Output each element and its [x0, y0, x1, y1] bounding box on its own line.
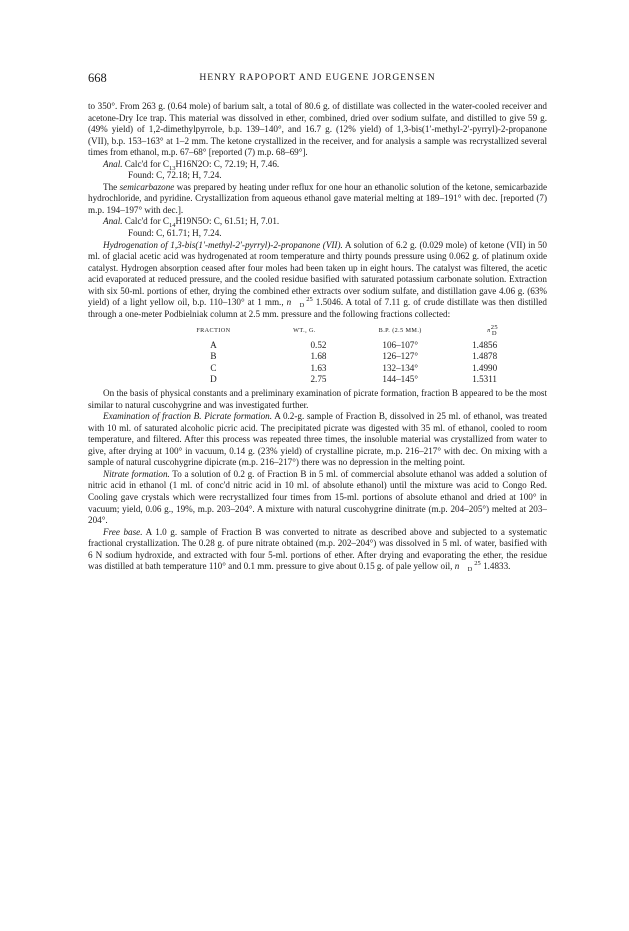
text-run: A 0.2-g. sample of Fraction B, dissolved in 25 ml. of ethanol, was treated with 10 ml. of saturated alcoholic picric acid. The precipitated picrate was digested with 35 ml. of ethanol, cooled to room temperature, and filtered. After this process was repeated three times, the insoluble material was crystallized from water to give, after drying at 100° in vacuum, 0.14 g. (23% yield) of crystalline picrate, m.p. 216–217° with dec. On mixing with a sample of natural cuscohygrine dipicrate (m.p. 216–217°) there was no depression in the melting point. — [88, 411, 547, 468]
text-run: was prepared by heating under reflux for one hour an ethanolic solution of the ketone, semicarbazide hydrochloride, and pyridine. Crystallization from aqueous ethanol gave material melting at 189–191° with dec. [reported (7) m.p. 194–197° with dec.]. — [88, 181, 547, 215]
table-row — [180, 363, 547, 375]
found-ketone: Found: C, 72.18; H, 7.24. — [128, 170, 222, 181]
table-row — [180, 351, 547, 363]
cell-fraction: A — [210, 339, 217, 350]
section-heading-hydrogenation: Hydrogenation of 1,3-bis(1′-methyl-2′-pyrryl)-2-propanone (VII). — [103, 239, 343, 250]
cell-weight: 0.52 — [310, 339, 327, 350]
cell-weight: 2.75 — [310, 374, 327, 385]
cell-bp: 126–127° — [382, 351, 418, 362]
page-number: 668 — [88, 71, 107, 85]
cell-bp: 144–145° — [382, 374, 418, 385]
cell-refractive-index: 1.5311 — [472, 374, 497, 385]
analysis-semicarbazone — [88, 216, 547, 228]
paragraph-nitrate — [88, 469, 547, 527]
cell-refractive-index: 1.4856 — [472, 339, 498, 350]
term-semicarbazone: semicarbazone — [119, 181, 175, 192]
paragraph-semicarbazone — [88, 182, 547, 217]
cell-refractive-index: 1.4990 — [472, 362, 498, 373]
cell-bp: 106–107° — [382, 339, 418, 350]
table-header-row — [180, 325, 547, 340]
calcd-semicarbazone: Calc'd for $C_{14}H19N5O$: C, 61.51; H, 7.01. — [122, 216, 280, 230]
calcd-ketone: Calc'd for $C_{13}H16N2O$: C, 72.19; H, 7.46. — [122, 158, 280, 172]
cell-weight: 1.68 — [310, 351, 327, 362]
paragraph-distillation: to 350°. From 263 g. (0.64 mole) of barium salt, a total of 80.6 g. of distillate was collected in the water-cooled receiver and acetone-Dry Ice trap. This material was dissolved in ether, combined, dried over sodium sulfate, and distilled to give 59 g. (49% yield) of 1,2-dimethylpyrrole, b.p. 139–140°, and 16.7 g. (12% yield) of 1,3-bis(1′-methyl-2′-pyrryl)-2-propanone (VII), b.p. 153–163° at 1–2 mm. The ketone crystallized in the receiver, and for analysis a sample was recrystallized several times from ethanol, m.p. 67–68° [reported (7) m.p. 68–69°]. — [88, 101, 547, 158]
anal-label: Anal. — [103, 216, 123, 227]
text-run: A 1.0 g. sample of Fraction B was converted to nitrate as described above and subjected to a systematic fractional crystallization. The 0.28 g. of pure nitrate obtained (m.p. 202–204°) was dissolved in 5 ml. of water, basified with 6 N sodium hydroxide, and extracted with four 5-ml. portions of ether. After drying and evaporating the ether, the residue was distilled at bath temperature 110° and 0.1 mm. pressure to give about 0.15 g. of pale yellow oil, n 25 D 1.4833. — [88, 526, 547, 574]
col-header-refractive-index: n25 D — [487, 323, 499, 337]
text-run: A solution of 6.2 g. (0.029 mole) of ketone (VII) in 50 ml. of glacial acetic acid was hydrogenated at room temperature and thirty pounds pressure using 0.062 g. of platinum oxide catalyst. Hydrogen absorption ceased after four moles had been taken up in eight hours. The catalyst was filtered, the acetic acid evaporated at reduced pressure, and the cooled residue basified with saturated potassium carbonate solution. Extraction with six 50-ml. portions of ether, drying the combined ether extracts over sodium sulfate, and distillation gave 4.06 g. (63% yield) of a light yellow oil, b.p. 110–130° at 1 mm., n 25 D 1.5046. A total of 7.11 g. of crude distillate was then distilled through a one-meter Podbielniak column at 2.5 mm. pressure and the following fractions collected: — [88, 239, 547, 320]
cell-bp: 132–134° — [382, 362, 418, 373]
fractions-table — [180, 325, 547, 386]
table-row — [180, 374, 547, 386]
analysis-ketone — [88, 159, 547, 171]
running-title: HENRY RAPOPORT AND EUGENE JORGENSEN — [199, 72, 436, 83]
col-header-weight: WT., G. — [293, 327, 316, 335]
cell-fraction: C — [210, 362, 217, 373]
cell-fraction: B — [210, 351, 217, 362]
paragraph-free-base — [88, 527, 547, 574]
cell-weight: 1.63 — [310, 362, 327, 373]
table-row — [180, 340, 547, 352]
text-run: To a solution of 0.2 g. of Fraction B in 5 ml. of commercial absolute ethanol was added a solution of nitric acid in ethanol (1 ml. of conc'd nitric acid in 10 ml. of absolute ethanol) until the mixture was acid to Congo Red. Cooling gave crystals which were recrystallized four times from 15-ml. portions of absolute ethanol and dried at 100° in vacuum; yield, 0.06 g., 19%, m.p. 203–204°. A mixture with natural cuscohygrine dinitrate (m.p. 204–205°) melted at 203–204°. — [88, 468, 547, 526]
paragraph-hydrogenation — [88, 240, 547, 321]
anal-label: Anal. — [103, 158, 123, 169]
paragraph-fraction-b: On the basis of physical constants and a preliminary examination of picrate formation, fraction B appeared to be the most similar to natural cuscohygrine and was investigated further. — [88, 388, 547, 410]
text-run: The — [103, 181, 120, 192]
article-body — [88, 101, 547, 573]
section-heading-nitrate: Nitrate formation. — [103, 468, 170, 479]
section-heading-picrate: Examination of fraction B. Picrate formation. — [103, 411, 273, 422]
cell-refractive-index: 1.4878 — [472, 351, 498, 362]
found-semicarbazone: Found: C, 61.71; H, 7.24. — [128, 228, 222, 239]
section-heading-free-base: Free base. — [103, 526, 143, 537]
cell-fraction: D — [210, 374, 217, 385]
col-header-bp: B.P. (2.5 MM.) — [378, 327, 422, 335]
page-header — [88, 71, 547, 87]
col-header-fraction: FRACTION — [196, 327, 231, 335]
paragraph-picrate — [88, 411, 547, 469]
